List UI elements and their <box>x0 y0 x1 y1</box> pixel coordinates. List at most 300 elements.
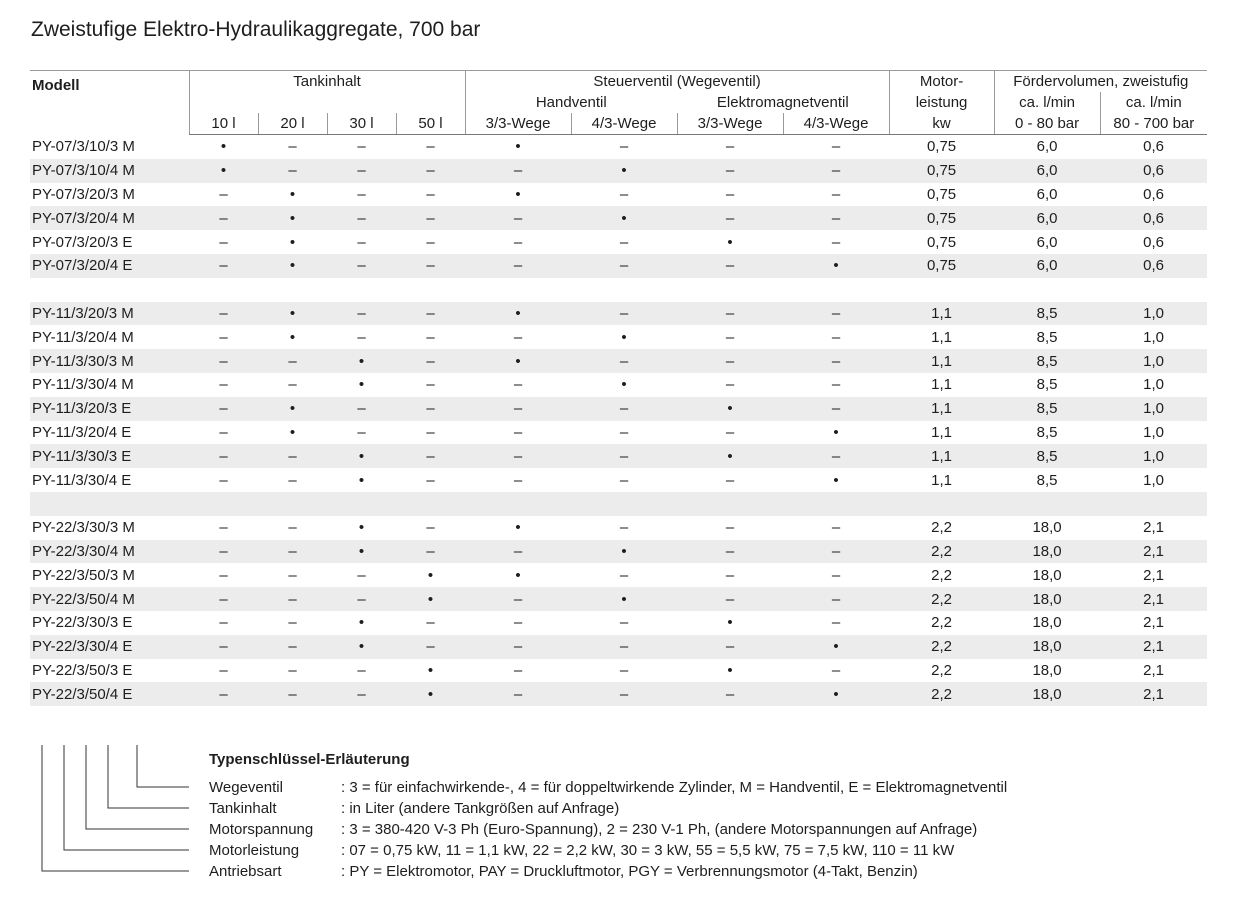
valve-yes-marker: • <box>515 566 521 584</box>
tank-no-marker: – <box>189 682 258 706</box>
flow-low-cell: 18,0 <box>1032 661 1062 679</box>
spacer-cell <box>889 278 994 302</box>
flow-low-cell: 6,0 <box>1036 138 1058 156</box>
tank-no-marker: – <box>219 185 228 203</box>
table-row <box>30 682 1207 706</box>
valve-no-marker: – <box>619 566 629 584</box>
valve-no-marker: – <box>571 444 677 468</box>
model-cell: PY-22/3/50/3 M <box>32 566 135 584</box>
tank-no-marker: – <box>189 206 258 230</box>
tank-no-marker: – <box>396 302 465 326</box>
valve-no-marker: – <box>465 254 571 278</box>
tank-no-marker: – <box>288 614 297 632</box>
spacer-cell <box>994 278 1100 302</box>
valve-yes-marker: • <box>515 138 521 156</box>
header-motor-line2: leistung <box>915 94 968 111</box>
valve-no-marker: – <box>725 423 735 441</box>
group-spacer <box>30 278 1207 302</box>
valve-no-marker: – <box>725 138 735 156</box>
tank-yes-marker: • <box>258 397 327 421</box>
valve-no-marker: – <box>831 519 841 537</box>
flow-high-cell: 1,0 <box>1143 376 1164 394</box>
header-motor-line1: Motor- <box>919 73 964 90</box>
valve-no-marker: – <box>619 185 629 203</box>
header-motorleistung <box>889 71 994 114</box>
spacer-cell <box>189 492 258 516</box>
flow-low-cell: 18,0 <box>994 682 1100 706</box>
valve-yes-marker: • <box>677 444 783 468</box>
valve-no-marker: – <box>831 376 841 394</box>
header-hand-43: 4/3-Wege <box>571 113 677 135</box>
group-spacer <box>30 492 1207 516</box>
valve-no-marker: – <box>571 254 677 278</box>
valve-no-marker: – <box>619 138 629 156</box>
tank-yes-marker: • <box>258 254 327 278</box>
power-cell: 2,2 <box>889 682 994 706</box>
header-foerdervolumen: Fördervolumen, zweistufig <box>994 71 1207 93</box>
spacer-cell <box>30 492 189 516</box>
valve-no-marker: – <box>619 614 629 632</box>
spacer-cell <box>1100 278 1207 302</box>
table-row <box>30 516 1207 540</box>
flow-low-cell: 18,0 <box>1032 614 1062 632</box>
flow-low-cell: 6,0 <box>1036 233 1058 251</box>
legend-label: Tankinhalt <box>209 800 277 817</box>
flow-high-cell: 1,0 <box>1143 423 1164 441</box>
valve-yes-marker: • <box>621 328 627 346</box>
valve-yes-marker: • <box>515 519 521 537</box>
tank-no-marker: – <box>357 423 366 441</box>
tank-no-marker: – <box>426 614 435 632</box>
valve-yes-marker: • <box>783 682 889 706</box>
valve-no-marker: – <box>677 682 783 706</box>
valve-yes-marker: • <box>727 614 733 632</box>
spacer-cell <box>396 492 465 516</box>
spacer-cell <box>677 278 783 302</box>
model-cell: PY-11/3/20/4 E <box>32 423 132 441</box>
valve-no-marker: – <box>677 159 783 183</box>
tank-no-marker: – <box>219 376 228 394</box>
tank-yes-marker: • <box>289 423 296 441</box>
power-cell: 0,75 <box>889 159 994 183</box>
tank-no-marker: – <box>189 349 258 373</box>
tank-no-marker: – <box>258 540 327 564</box>
valve-no-marker: – <box>783 349 889 373</box>
model-cell: PY-22/3/30/4 M <box>30 540 189 564</box>
header-foerder-1-line1: ca. l/min <box>994 92 1100 113</box>
tank-no-marker: – <box>288 519 297 537</box>
table-body <box>30 135 1207 707</box>
spacer-cell <box>258 492 327 516</box>
spacer-cell <box>783 278 889 302</box>
flow-high-cell: 1,0 <box>1100 397 1207 421</box>
valve-no-marker: – <box>513 328 523 346</box>
valve-no-marker: – <box>725 185 735 203</box>
table-row <box>30 540 1207 564</box>
tank-no-marker: – <box>288 471 297 489</box>
model-cell: PY-22/3/50/4 E <box>30 682 189 706</box>
valve-no-marker: – <box>513 233 523 251</box>
table-row <box>30 230 1207 254</box>
flow-high-cell: 2,1 <box>1143 614 1164 632</box>
valve-no-marker: – <box>783 444 889 468</box>
valve-no-marker: – <box>619 519 629 537</box>
valve-no-marker: – <box>783 302 889 326</box>
valve-yes-marker: • <box>727 661 733 679</box>
tank-no-marker: – <box>327 682 396 706</box>
flow-high-cell: 2,1 <box>1100 635 1207 659</box>
flow-high-cell: 1,0 <box>1100 349 1207 373</box>
flow-high-cell: 1,0 <box>1100 302 1207 326</box>
tank-no-marker: – <box>258 349 327 373</box>
spacer-cell <box>571 492 677 516</box>
power-cell: 2,2 <box>931 566 952 584</box>
tank-yes-marker: • <box>289 328 296 346</box>
connector-tankinhalt <box>108 745 189 808</box>
tank-no-marker: – <box>327 206 396 230</box>
spacer-cell <box>465 492 571 516</box>
tank-no-marker: – <box>258 682 327 706</box>
header-tank-20: 20 l <box>258 113 327 135</box>
valve-yes-marker: • <box>465 302 571 326</box>
legend-desc: : in Liter (andere Tankgrößen auf Anfrage) <box>341 800 620 817</box>
header-handventil: Handventil <box>465 92 677 113</box>
tank-yes-marker: • <box>396 682 465 706</box>
model-cell: PY-07/3/10/3 M <box>32 138 135 156</box>
table-row <box>30 397 1207 421</box>
valve-yes-marker: • <box>727 233 733 251</box>
tank-yes-marker: • <box>327 540 396 564</box>
spacer-cell <box>783 492 889 516</box>
model-cell: PY-11/3/20/3 M <box>30 302 189 326</box>
flow-low-cell: 8,5 <box>994 444 1100 468</box>
valve-no-marker: – <box>677 587 783 611</box>
valve-no-marker: – <box>677 254 783 278</box>
valve-no-marker: – <box>465 444 571 468</box>
tank-no-marker: – <box>396 159 465 183</box>
tank-no-marker: – <box>258 444 327 468</box>
flow-low-cell: 8,5 <box>994 397 1100 421</box>
flow-low-cell: 18,0 <box>994 540 1100 564</box>
valve-no-marker: – <box>725 519 735 537</box>
power-cell: 1,1 <box>931 328 952 346</box>
legend-desc: : 07 = 0,75 kW, 11 = 1,1 kW, 22 = 2,2 kW, 30 = 3 kW, 55 = 5,5 kW, 75 = 7,5 kW, 110 = 11 kW <box>341 842 955 859</box>
tank-yes-marker: • <box>396 587 465 611</box>
tank-no-marker: – <box>189 302 258 326</box>
power-cell: 2,2 <box>889 635 994 659</box>
tank-yes-marker: • <box>258 206 327 230</box>
valve-no-marker: – <box>465 159 571 183</box>
model-cell: PY-22/3/30/4 E <box>30 635 189 659</box>
flow-low-cell: 8,5 <box>1036 423 1058 441</box>
flow-high-cell: 0,6 <box>1143 233 1164 251</box>
tank-no-marker: – <box>357 185 366 203</box>
valve-no-marker: – <box>571 682 677 706</box>
spacer-cell <box>396 278 465 302</box>
power-cell: 1,1 <box>931 471 952 489</box>
header-foerder-2-line2: 80 - 700 bar <box>1100 113 1207 135</box>
spacer-cell <box>189 278 258 302</box>
tank-yes-marker: • <box>327 349 396 373</box>
power-cell: 0,75 <box>926 185 957 203</box>
header-tank-50: 50 l <box>396 113 465 135</box>
tank-no-marker: – <box>219 328 228 346</box>
model-cell: PY-11/3/30/3 M <box>30 349 189 373</box>
tank-no-marker: – <box>189 540 258 564</box>
model-cell: PY-11/3/30/4 E <box>32 471 132 489</box>
valve-no-marker: – <box>783 587 889 611</box>
flow-low-cell: 6,0 <box>1036 185 1058 203</box>
tank-yes-marker: • <box>327 444 396 468</box>
tank-no-marker: – <box>426 376 435 394</box>
valve-no-marker: – <box>831 233 841 251</box>
flow-high-cell: 2,1 <box>1100 682 1207 706</box>
flow-high-cell: 2,1 <box>1143 661 1164 679</box>
tank-no-marker: – <box>426 233 435 251</box>
power-cell: 1,1 <box>931 423 952 441</box>
tank-no-marker: – <box>426 423 435 441</box>
valve-no-marker: – <box>831 185 841 203</box>
tank-no-marker: – <box>357 328 366 346</box>
valve-yes-marker: • <box>515 185 521 203</box>
tank-no-marker: – <box>288 376 297 394</box>
valve-no-marker: – <box>619 471 629 489</box>
valve-no-marker: – <box>513 376 523 394</box>
table-row <box>30 468 1207 492</box>
tank-yes-marker: • <box>189 159 258 183</box>
tank-no-marker: – <box>426 328 435 346</box>
spacer-cell <box>465 278 571 302</box>
tank-no-marker: – <box>219 471 228 489</box>
power-cell: 1,1 <box>889 444 994 468</box>
tank-no-marker: – <box>219 423 228 441</box>
spacer-cell <box>1100 492 1207 516</box>
model-cell: PY-11/3/30/4 M <box>32 376 134 394</box>
power-cell: 1,1 <box>889 302 994 326</box>
model-cell: PY-11/3/20/4 M <box>32 328 134 346</box>
flow-high-cell: 2,1 <box>1100 540 1207 564</box>
tank-no-marker: – <box>396 254 465 278</box>
tank-no-marker: – <box>327 587 396 611</box>
legend-desc: : PY = Elektromotor, PAY = Druckluftmotor, PGY = Verbrennungsmotor (4-Takt, Benzin) <box>341 863 918 880</box>
valve-no-marker: – <box>783 397 889 421</box>
tank-no-marker: – <box>219 233 228 251</box>
header-steuerventil: Steuerventil (Wegeventil) <box>465 71 889 93</box>
table-row <box>30 325 1207 349</box>
legend-label: Motorspannung <box>209 821 314 838</box>
flow-low-cell: 18,0 <box>1032 519 1062 537</box>
flow-low-cell: 6,0 <box>994 206 1100 230</box>
flow-high-cell: 0,6 <box>1100 159 1207 183</box>
tank-no-marker: – <box>357 138 366 156</box>
tank-no-marker: – <box>219 614 228 632</box>
tank-no-marker: – <box>189 444 258 468</box>
tank-no-marker: – <box>327 397 396 421</box>
tank-yes-marker: • <box>358 519 365 537</box>
valve-no-marker: – <box>783 206 889 230</box>
model-cell: PY-11/3/20/3 E <box>30 397 189 421</box>
valve-no-marker: – <box>831 138 841 156</box>
flow-high-cell: 0,6 <box>1100 206 1207 230</box>
table-row <box>30 421 1207 445</box>
valve-no-marker: – <box>783 540 889 564</box>
valve-yes-marker: • <box>571 540 677 564</box>
spacer-cell <box>571 278 677 302</box>
valve-no-marker: – <box>513 614 523 632</box>
table-row <box>30 587 1207 611</box>
valve-no-marker: – <box>465 540 571 564</box>
valve-no-marker: – <box>465 587 571 611</box>
valve-no-marker: – <box>513 423 523 441</box>
valve-no-marker: – <box>677 540 783 564</box>
model-cell: PY-11/3/30/3 E <box>30 444 189 468</box>
tank-yes-marker: • <box>427 661 434 679</box>
table-row <box>30 206 1207 230</box>
header-elektro-43: 4/3-Wege <box>783 113 889 135</box>
power-cell: 1,1 <box>931 376 952 394</box>
valve-no-marker: – <box>571 349 677 373</box>
valve-yes-marker: • <box>571 206 677 230</box>
flow-low-cell: 6,0 <box>994 254 1100 278</box>
power-cell: 2,2 <box>889 540 994 564</box>
tank-no-marker: – <box>357 233 366 251</box>
spec-table <box>30 70 1207 706</box>
tank-no-marker: – <box>357 661 366 679</box>
valve-yes-marker: • <box>571 159 677 183</box>
flow-high-cell: 0,6 <box>1143 185 1164 203</box>
valve-no-marker: – <box>831 328 841 346</box>
valve-no-marker: – <box>725 376 735 394</box>
tank-no-marker: – <box>189 587 258 611</box>
table-row <box>30 635 1207 659</box>
valve-no-marker: – <box>725 328 735 346</box>
valve-yes-marker: • <box>783 635 889 659</box>
tank-no-marker: – <box>189 254 258 278</box>
flow-low-cell: 18,0 <box>1032 566 1062 584</box>
flow-high-cell: 0,6 <box>1143 138 1164 156</box>
valve-no-marker: – <box>677 302 783 326</box>
model-cell: PY-07/3/10/4 M <box>30 159 189 183</box>
valve-no-marker: – <box>465 206 571 230</box>
table-row <box>30 373 1207 397</box>
valve-no-marker: – <box>571 635 677 659</box>
model-cell: PY-07/3/20/3 E <box>32 233 133 251</box>
flow-low-cell: 8,5 <box>1036 376 1058 394</box>
valve-no-marker: – <box>619 233 629 251</box>
legend-desc: : 3 = für einfachwirkende-, 4 = für doppeltwirkende Zylinder, M = Handventil, E = Elektromagnetventil <box>341 779 1008 796</box>
header-foerder-2-line1: ca. l/min <box>1100 92 1207 113</box>
tank-no-marker: – <box>426 471 435 489</box>
flow-high-cell: 2,1 <box>1143 566 1164 584</box>
tank-no-marker: – <box>426 185 435 203</box>
valve-yes-marker: • <box>571 587 677 611</box>
table-row <box>30 183 1207 207</box>
header-elektromagnetventil: Elektromagnetventil <box>716 94 849 111</box>
flow-low-cell: 8,5 <box>994 349 1100 373</box>
flow-high-cell: 1,0 <box>1143 328 1164 346</box>
flow-high-cell: 1,0 <box>1143 471 1164 489</box>
spacer-cell <box>30 278 189 302</box>
table-row <box>30 563 1207 587</box>
tank-no-marker: – <box>288 661 297 679</box>
tank-no-marker: – <box>258 635 327 659</box>
tank-no-marker: – <box>426 138 435 156</box>
power-cell: 2,2 <box>931 614 952 632</box>
tank-no-marker: – <box>327 254 396 278</box>
header-modell: Modell <box>32 77 80 94</box>
model-cell: PY-07/3/20/4 E <box>30 254 189 278</box>
header-elektro-33: 3/3-Wege <box>677 113 783 135</box>
page-title: Zweistufige Elektro-Hydraulikaggregate, 700 bar <box>31 18 481 41</box>
table-header <box>30 71 1207 135</box>
tank-no-marker: – <box>396 635 465 659</box>
valve-no-marker: – <box>725 471 735 489</box>
spacer-cell <box>994 492 1100 516</box>
header-foerder-1-line2: 0 - 80 bar <box>994 113 1100 135</box>
tank-no-marker: – <box>219 661 228 679</box>
flow-low-cell: 8,5 <box>1036 471 1058 489</box>
valve-yes-marker: • <box>783 254 889 278</box>
model-cell: PY-22/3/50/4 M <box>30 587 189 611</box>
valve-yes-marker: • <box>621 376 627 394</box>
valve-no-marker: – <box>619 423 629 441</box>
valve-yes-marker: • <box>465 349 571 373</box>
tank-no-marker: – <box>219 519 228 537</box>
model-cell: PY-07/3/20/4 M <box>30 206 189 230</box>
tank-no-marker: – <box>327 159 396 183</box>
connector-wegeventil <box>137 745 189 787</box>
valve-no-marker: – <box>571 397 677 421</box>
valve-no-marker: – <box>831 661 841 679</box>
valve-no-marker: – <box>783 159 889 183</box>
spacer-cell <box>677 492 783 516</box>
tank-no-marker: – <box>396 349 465 373</box>
power-cell: 1,1 <box>889 349 994 373</box>
valve-no-marker: – <box>831 614 841 632</box>
model-cell: PY-22/3/50/3 E <box>32 661 133 679</box>
spacer-cell <box>889 492 994 516</box>
model-cell: PY-22/3/30/3 E <box>32 614 133 632</box>
model-cell: PY-07/3/20/3 M <box>32 185 135 203</box>
valve-no-marker: – <box>725 566 735 584</box>
flow-low-cell: 8,5 <box>994 302 1100 326</box>
valve-no-marker: – <box>571 302 677 326</box>
valve-no-marker: – <box>465 635 571 659</box>
power-cell: 1,1 <box>889 397 994 421</box>
valve-no-marker: – <box>465 682 571 706</box>
tank-no-marker: – <box>396 444 465 468</box>
tank-no-marker: – <box>258 587 327 611</box>
spacer-cell <box>327 278 396 302</box>
power-cell: 0,75 <box>926 138 957 156</box>
flow-low-cell: 6,0 <box>994 159 1100 183</box>
header-tank-30: 30 l <box>327 113 396 135</box>
flow-low-cell: 18,0 <box>994 635 1100 659</box>
table-row <box>30 611 1207 635</box>
header-motor-unit: kw <box>889 113 994 135</box>
spacer-cell <box>258 278 327 302</box>
tank-no-marker: – <box>396 540 465 564</box>
power-cell: 0,75 <box>889 254 994 278</box>
tank-yes-marker: • <box>289 185 296 203</box>
table-row <box>30 135 1207 159</box>
tank-no-marker: – <box>396 206 465 230</box>
flow-high-cell: 2,1 <box>1143 519 1164 537</box>
tank-yes-marker: • <box>220 138 227 156</box>
tank-yes-marker: • <box>289 233 296 251</box>
flow-low-cell: 18,0 <box>994 587 1100 611</box>
valve-no-marker: – <box>677 349 783 373</box>
